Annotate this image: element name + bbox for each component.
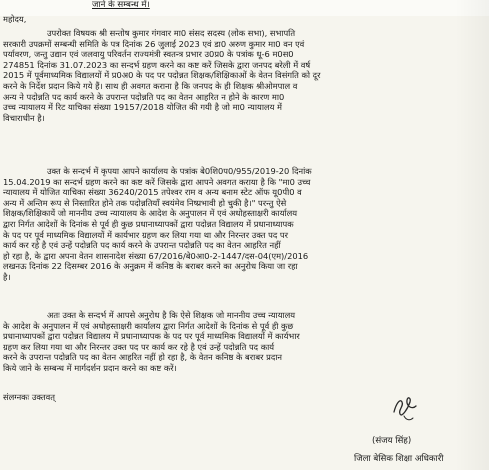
paragraph-1-line: अन्य ने पदोन्नति पद कार्य करने के उपरान्त पदोन्नति पद का वेतन आहरित न होने के कारण मा0 — [3, 91, 285, 102]
paragraph-2 — [3, 166, 486, 283]
signatory-name: (संजय सिंह) — [372, 436, 412, 446]
subject-reference — [92, 0, 150, 10]
signatory-designation: जिला बेसिक शिक्षा अधिकारी — [354, 454, 444, 464]
paragraph-2-line: द्वारा निर्गत आदेशों के दिनांक से पूर्व ही कुछ प्रधानाध्यापकों द्वारा पदोन्नत विद्यालय में प्रधानाध्यापक — [3, 218, 294, 229]
enclosure-note: संलग्नकः उक्तवत् — [3, 392, 55, 402]
paragraph-3-line: किये जाने के सम्बन्ध में मार्गदर्शन प्रदान करने का कष्ट करें। — [3, 362, 177, 373]
paragraph-2-line: लखनऊ दिनांक 22 दिसम्बर 2016 के अनुक्रम में कनिष्ठ के बराबर करने का अनुरोध किया जा रहा — [3, 261, 298, 272]
paragraph-1-line: 2015 में पूर्वमाध्यमिक विद्यालयों में प्र0अ0 के पद पर पदोन्नत शिक्षक/शिक्षिकाओं के वेतन विसंगति को दूर — [3, 70, 321, 81]
paragraph-2-line: उक्त के सन्दर्भ में कृपया आपने कार्यालय के पत्रांक बे0शि0प0/955/2019-20 दिनांक — [47, 166, 312, 176]
paragraph-1-line: करने के निर्देश प्रदान किये गये हैं। साथ ही अवगत कराना है कि जनपद के ही शिक्षक श्रीओमपाल व — [3, 80, 298, 91]
paragraph-2-line: अन्य में अन्तिम रूप से निस्तारित होने तक पदोन्नतियाँ स्वयंमेव निष्प्रभावी हो चुकी है।" परन्तु ऐसे — [3, 197, 287, 208]
paragraph-2-line: हो रहा है, के द्वारा अपना वेतन शासनादेश संख्या 67/2016/बे0आ0-2-1447/दस-04(एम)/2016 — [3, 250, 309, 261]
paragraph-3-line: प्रधानाध्यापकों द्वारा पदोन्नत विद्यालय में प्रधानाध्यापक के पद पर पूर्व माध्यमिक विद्यालयों में कार्यभार — [3, 331, 300, 342]
paragraph-3-line: अतः उक्त के सन्दर्भ में आपसे अनुरोध है कि ऐसे शिक्षक जो माननीय उच्च न्यायालय — [47, 310, 296, 320]
salutation: महोदय, — [3, 14, 27, 24]
paragraph-3-line: ग्रहण कर लिया गया था और निरन्तर उक्त पद पर कार्य कर रहे है एवं उन्हें पदोन्नति पद कार्य — [3, 341, 275, 352]
paragraph-1-line: विचाराधीन है। — [3, 112, 45, 123]
paragraph-2-line: शिक्षक/शिक्षिकायें जो माननीय उच्च न्यायालय के आदेश के अनुपालन में एवं अधोहस्ताक्षरी कार्यालय — [3, 208, 298, 219]
paragraph-3 — [3, 310, 486, 374]
paragraph-1 — [3, 28, 486, 123]
paper-top-strip — [0, 0, 489, 16]
paragraph-2-line: न्यायालय में योजित याचिका संख्या 36240/2015 तपेश्वर राम व अन्य बनाम स्टेट ऑफ यू0पी0 व — [3, 187, 302, 198]
paragraph-1-line: पर्यावरण, जन्तु उद्यान एवं जलवायु परिवर्तन राज्यमंत्री स्वतन्त्र प्रभार उ0प्र0 के पत्रांक धू-6 म0स0 — [3, 49, 294, 60]
paper-shadow — [455, 0, 489, 470]
signature — [388, 388, 422, 424]
paragraph-1-line: 274851 दिनांक 31.07.2023 का सन्दर्भ ग्रहण करने का कष्ट करें जिसके द्वारा जनपद बरेली में वर्ष — [3, 59, 311, 70]
paragraph-2-line: कार्य कर रहे है एवं उन्हें पदोन्नति पद कार्य करने के उपरान्त पदोन्नति पद का वेतन आहरित नहीं — [3, 240, 281, 251]
subject-reference-text: जाने के सम्बन्ध में। — [92, 0, 150, 10]
paragraph-3-line: के आदेश के अनुपालन में एवं अधोहस्ताक्षरी कार्यालय द्वारा निर्गत आदेशों के दिनांक से पूर्व ही कुछ — [3, 320, 294, 331]
paragraph-1-line: सरकारी उपक्रमों सम्बन्धी समिति के पत्र दिनांक 26 जुलाई 2023 एवं डा0 अरुण कुमार मा0 वन एवं — [3, 38, 305, 49]
paragraph-1-line: उच्च न्यायालय में रिट याचिका संख्या 19157/2018 योजित की गयी है जो मा0 न्यायालय में — [3, 102, 283, 113]
signature-scribble — [388, 388, 422, 424]
paragraph-1-line: उपरोक्त विषयक श्री सन्तोष कुमार गंगवार मा0 संसद सदस्य (लोक सभा), सभापति — [47, 28, 296, 38]
paragraph-3-line: करने के उपरान्त पदोन्नति पद का वेतन आहरित नहीं हो रहा है, के वेतन कनिष्ठ के बराबर प्रदान — [3, 352, 282, 363]
paragraph-2-line: है। — [3, 271, 11, 282]
paragraph-2-line: के पद पर पूर्व माध्यमिक विद्यालयों में कार्यभार ग्रहण कर लिया गया था और निरन्तर उक्त पद पर — [3, 229, 288, 240]
paragraph-2-line: 15.04.2019 का सन्दर्भ ग्रहण करने का कष्ट करें जिसके द्वारा आपने अवगत कराया है कि "मा0 उच्च — [3, 176, 311, 187]
